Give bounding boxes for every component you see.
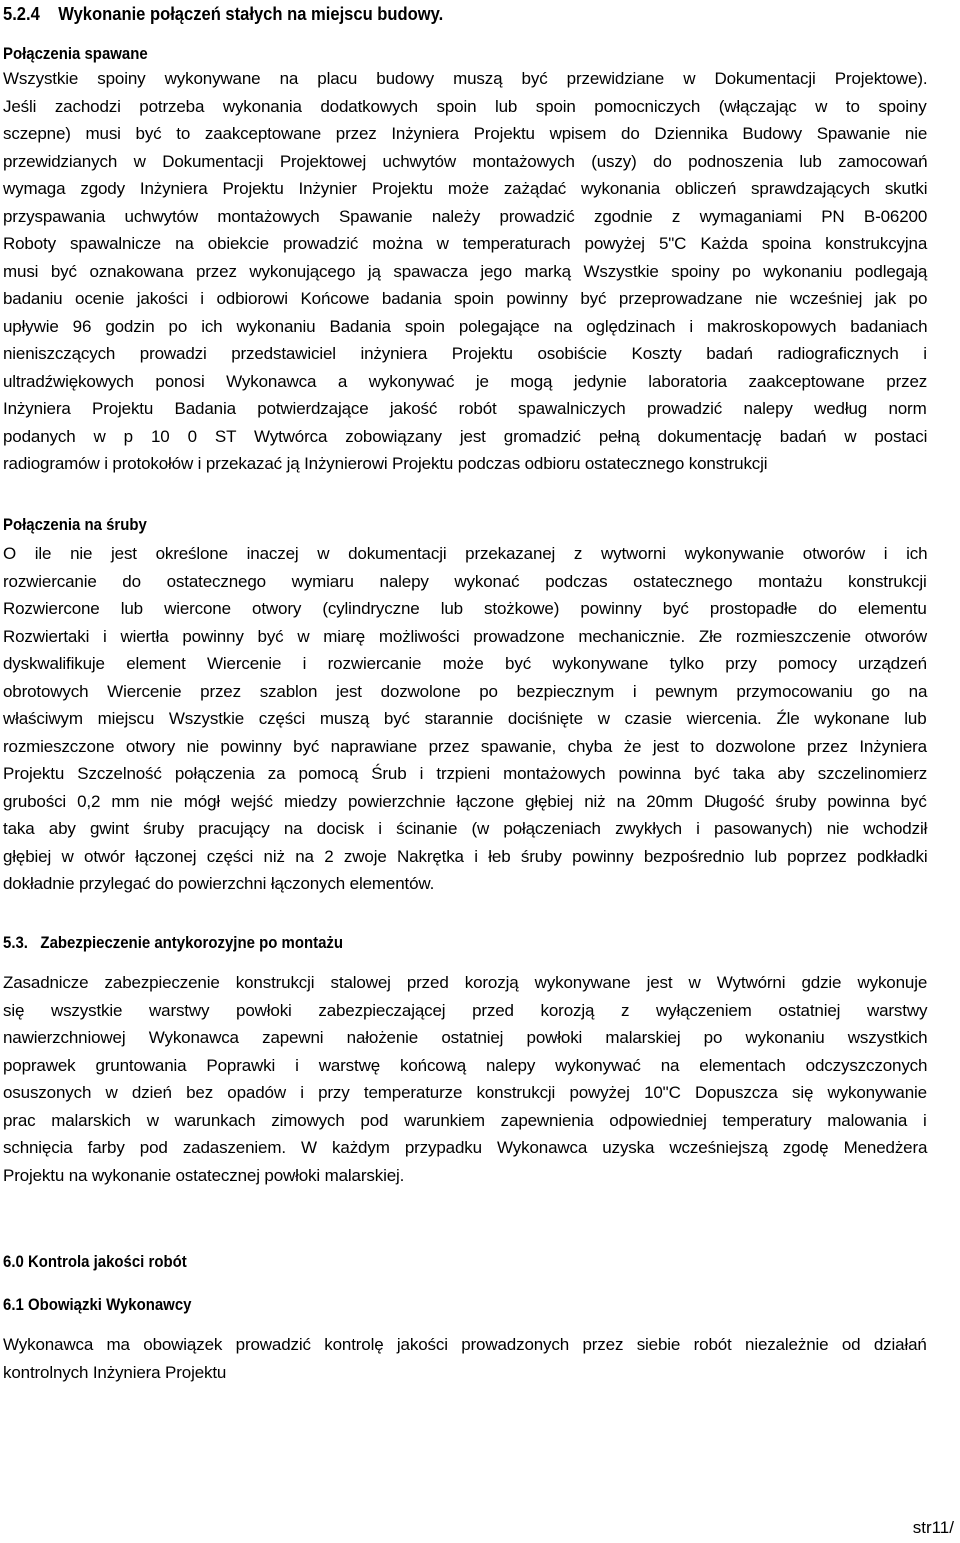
text-line: kontrolnych Inżyniera Projektu xyxy=(3,1362,227,1382)
text-line: rozwiercanie do ostatecznego wymiaru nalepy wykonać podczas ostatecznego montażu konstrukcji xyxy=(3,571,927,591)
anticorrosion-paragraph xyxy=(3,969,927,1189)
text-line: dokładnie przylegać do powierzchni łączonych elementów. xyxy=(3,874,435,893)
text-line: Jeśli zachodzi potrzeba wykonania dodatkowych spoin lub spoin pomocniczych (włączając w to spoiny xyxy=(3,96,927,116)
text-line: taka aby gwint śruby pracujący na docisk i ścinanie (w połączeniach zwykłych i pasowanych) nie wchodził xyxy=(3,819,928,838)
bolted-joints-paragraph xyxy=(3,540,927,898)
subheading-bolted-joints: Połączenia na śruby xyxy=(3,515,147,534)
text-line: Inżyniera Projektu Badania potwierdzające jakość robót spawalniczych prowadzić nalepy według norm xyxy=(3,399,927,418)
text-line: rozmieszczone otwory nie powinny być naprawiane przez spawanie, chyba że jest to dozwolone przez Inżyniera xyxy=(3,736,927,756)
text-line: sczepne) musi być to zaakceptowane przez Inżyniera Projektu wpisem do Dziennika Budowy Spawanie nie xyxy=(3,124,928,143)
text-line: badaniu ocenie jakości i odbiorowi Końcowe badania spoin powinny być przeprowadzane nie wcześniej jak po xyxy=(3,289,928,308)
text-line: Projektu Szczelność połączenia za pomocą Śrub i trzpieni montażowych powinna być taka aby szczelinomierz xyxy=(3,764,928,783)
text-line: podanych w p 10 0 ST Wytwórca zobowiązany jest gromadzić pełną dokumentację badań w postaci xyxy=(3,426,928,446)
text-line: osuszonych w dzień bez opadów i przy temperaturze konstrukcji powyżej 10"C Dopuszcza się wykonywanie xyxy=(3,1083,927,1102)
section-heading-5-3 xyxy=(3,932,343,954)
text-line: nawierzchniowej Wykonawca zapewni nałożenie ostatniej powłoki malarskiej po wykonaniu wszystkich xyxy=(3,1028,928,1047)
text-line: właściwym miejscu Wszystkie części muszą być starannie dociśnięte w czasie wiercenia. Źle wykonane lub xyxy=(3,709,927,728)
text-line: przyspawania uchwytów montażowych Spawanie należy prowadzić zgodnie z wymaganiami PN B-06200 xyxy=(3,206,928,226)
text-line: poprawek gruntowania Poprawki i warstwę końcową nalepy wykonywać na elementach odczyszczonych xyxy=(3,1055,928,1075)
text-line: Rozwiertaki i wiertła powinny być w miarę możliwości prowadzone mechanicznie. Złe rozmieszczenie otworów xyxy=(3,626,927,646)
text-line: Zasadnicze zabezpieczenie konstrukcji stalowej przed korozją wykonywane jest w Wytwórni gdzie wykonuje xyxy=(3,973,928,992)
text-line: obrotowych Wiercenie przez szablon jest dozwolone po bezpiecznym i pewnym przymocowaniu go na xyxy=(3,681,928,701)
section-heading-6-0: 6.0 Kontrola jakości robót xyxy=(3,1252,187,1271)
text-line: musi być oznakowana przez wykonującego ją spawacza jego marką Wszystkie spoiny po wykonaniu podlegają xyxy=(3,261,928,281)
text-line: ultradźwiękowych ponosi Wykonawca a wykonywać je mogą jedynie laboratoria zaakceptowane przez xyxy=(3,371,928,391)
text-line: Projektu na wykonanie ostatecznej powłoki malarskiej. xyxy=(3,1165,405,1185)
text-line: dyskwalifikuje element Wiercenie i rozwiercanie może być wykonywane tylko przy pomocy urządzeń xyxy=(3,654,927,673)
text-line: nieniszczących prowadzi przedstawiciel inżyniera Projektu osobiście Koszty badań radiograficznych i xyxy=(3,344,927,363)
text-line: głębiej w otwór łączonej części niż na 2 zwoje Nakrętka i łeb śruby powinny bezpośrednio lub poprzez podkładki xyxy=(3,846,928,866)
text-line: Wykonawca ma obowiązek prowadzić kontrolę jakości prowadzonych przez siebie robót niezależnie od działań xyxy=(3,1335,927,1354)
text-line: schnięcia farby pod zadaszeniem. W każdym przypadku Wykonawca uzyska wcześniejszą zgodę Menedżera xyxy=(3,1138,928,1157)
section-title: Wykonanie połączeń stałych na miejscu budowy. xyxy=(58,4,444,24)
text-line: grubości 0,2 mm nie mógł wejść miedzy powierzchnie łączone głębiej niż na 20mm Długość śruby powinna być xyxy=(3,791,927,811)
text-line: Wszystkie spoiny wykonywane na placu budowy muszą być przewidziane w Dokumentacji Projektowe). xyxy=(3,69,928,88)
section-number: 5.3. xyxy=(3,933,28,952)
text-line: O ile nie jest określone inaczej w dokumentacji przekazanej z wytworni wykonywanie otworów i ich xyxy=(3,544,928,563)
text-line: radiogramów i protokołów i przekazać ją Inżynierowi Projektu podczas odbioru ostatecznego konstrukcji xyxy=(3,454,768,473)
text-line: prac malarskich w warunkach zimowych pod warunkiem zapewnienia odpowiedniej temperatury malowania i xyxy=(3,1110,927,1130)
section-heading-5-2-4 xyxy=(3,3,443,25)
text-line: Rozwiercone lub wiercone otwory (cylindryczne lub stożkowe) powinny być prostopadłe do elementu xyxy=(3,599,927,618)
welded-joints-paragraph xyxy=(3,65,927,478)
text-line: przewidzianych w Dokumentacji Projektowej uchwytów montażowych (uszy) do podnoszenia lub zamocowań xyxy=(3,151,928,171)
contractor-duties-paragraph xyxy=(3,1331,927,1386)
text-line: Roboty spawalnicze na obiekcie prowadzić można w temperaturach powyżej 5"C Każda spoina konstrukcyjna xyxy=(3,234,928,253)
section-number: 5.2.4 xyxy=(3,4,40,24)
text-line: wymaga zgody Inżyniera Projektu Inżynier Projektu może zażądać wykonania obliczeń sprawdzających skutki xyxy=(3,179,928,198)
section-heading-6-1: 6.1 Obowiązki Wykonawcy xyxy=(3,1295,192,1314)
section-title: Zabezpieczenie antykorozyjne po montażu xyxy=(40,933,344,952)
page-number: str11/ xyxy=(912,1518,954,1537)
subheading-welded-joints: Połączenia spawane xyxy=(3,44,148,63)
text-line: upływie 96 godzin po ich wykonaniu Badania spoin polegające na oględzinach i makroskopowych badaniach xyxy=(3,316,928,336)
text-line: się wszystkie warstwy powłoki zabezpieczającej przed korozją z wyłączeniem ostatniej warstwy xyxy=(3,1000,928,1020)
